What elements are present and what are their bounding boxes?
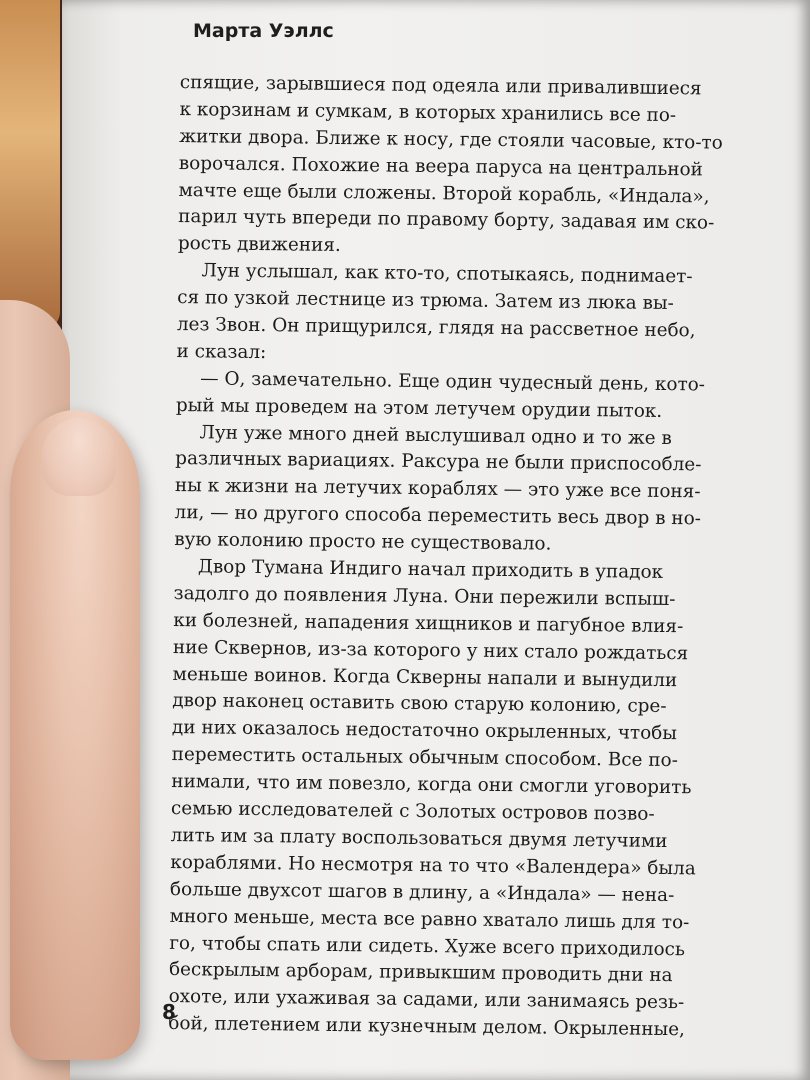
thumb <box>10 410 140 1060</box>
text-line: больше двухсот шагов в длину, а «Индала» — нена- <box>169 878 675 906</box>
text-line: много меньше, места все равно хватало лишь для то- <box>169 905 690 933</box>
text-line: нимали, что им повезло, когда они смогли уговорить <box>171 771 692 799</box>
text-line: к корзинам и сумкам, в которых хранились все по- <box>179 98 677 126</box>
page-body-text <box>168 70 740 1045</box>
text-line: и сказал: <box>176 340 267 363</box>
text-line: рость движения. <box>177 233 341 257</box>
text-line: — О, замечательно. Еще один чудесный день, кото- <box>200 368 706 396</box>
text-line: охоте, или ухаживая за садами, или занимаясь резь- <box>168 986 685 1014</box>
text-line: ди них оказалось недостаточно окрыленных, чтобы <box>171 717 678 745</box>
text-line: лить им за плату воспользоваться двумя летучими <box>170 824 668 852</box>
text-line: меньше воинов. Когда Скверны напали и вынудили <box>172 663 678 691</box>
page-number: 8 <box>162 1000 176 1024</box>
book-cover-illustration <box>0 0 60 330</box>
text-line: переместить остальных обычным способом. Все по- <box>171 744 679 772</box>
running-header-author: Марта Уэллс <box>193 20 334 42</box>
text-line: семью исследователей с Золотых островов позво- <box>170 797 655 825</box>
text-line: бескрылым арборам, привыкшим проводить дни на <box>168 959 673 987</box>
text-line: ворочался. Похожие на веера паруса на центральной <box>178 152 704 181</box>
text-line: задолго до появления Луна. Они пережили вспыш- <box>173 582 676 611</box>
text-line: лез Звон. Он прищурился, глядя на рассветное небо, <box>176 313 696 342</box>
text-line: спящие, зарывшиеся под одеяла или привалившиеся <box>179 71 702 100</box>
text-line: житки двора. Ближе к носу, где стояли часовые, кто-то <box>179 125 723 154</box>
text-line: ся по узкой лестнице из трюма. Затем из люка вы- <box>177 287 674 315</box>
text-line: го, чтобы спать или сидеть. Хуже всего приходилось <box>169 932 686 960</box>
text-line: бой, плетением или кузнечным делом. Окрыленные, <box>168 1013 686 1041</box>
text-line: парил чуть впереди по правому борту, задавая им ско- <box>178 206 715 234</box>
text-line: вую колонию просто не существовало. <box>174 529 552 555</box>
text-line: Двор Тумана Индиго начал приходить в упадок <box>197 556 664 583</box>
text-line: Лун услышал, как кто-то, спотыкаясь, поднимает- <box>201 260 693 288</box>
text-line: ли, — но другого способа переместить весь двор в но- <box>174 502 702 530</box>
text-line: двор наконец оставить свою старую колонию, сре- <box>172 690 667 718</box>
text-line: Лун уже много дней выслушивал одно и то же в <box>199 421 672 449</box>
text-line: различных вариациях. Раксура не были приспособле- <box>175 448 702 476</box>
text-line: ны к жизни на летучих кораблях — это уже все поня- <box>174 475 701 503</box>
text-line: мачте еще были сложены. Второй корабль, «Индала», <box>178 179 710 208</box>
text-line: ние Сквернов, из-за которого у них стало рождаться <box>172 636 689 664</box>
thumbnail <box>42 418 116 496</box>
text-line: рый мы проведем на этом летучем орудии пыток. <box>175 394 663 422</box>
text-line: ки болезней, нападения хищников и пагубное влия- <box>173 609 684 638</box>
text-line: кораблями. Но несмотря на то что «Валендера» была <box>170 851 696 880</box>
